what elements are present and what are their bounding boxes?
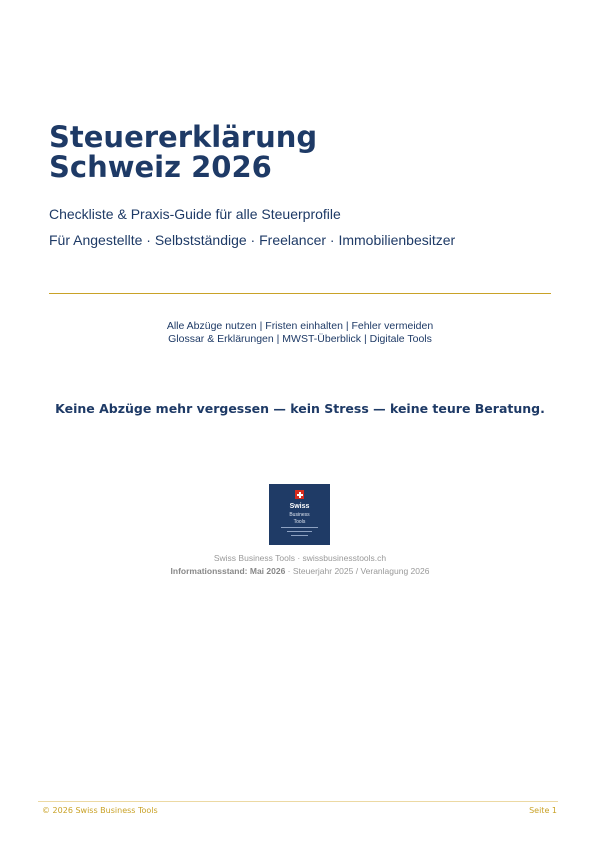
- subtitle: Checkliste & Praxis-Guide für alle Steuerprofile: [49, 206, 341, 222]
- logo: [269, 484, 330, 545]
- logo-line-3: Tools: [293, 519, 306, 525]
- info-label: Informationsstand: Mai 2026: [170, 566, 286, 576]
- features-line-1: Alle Abzüge nutzen | Fristen einhalten | Fehler vermeiden: [166, 320, 434, 332]
- document-title: [49, 122, 317, 182]
- swiss-flag-icon: [295, 490, 304, 499]
- info-line: [0, 566, 600, 576]
- features-line-2: Glossar & Erklärungen | MWST-Überblick | Digitale Tools: [168, 333, 432, 345]
- page-number: Seite 1: [529, 806, 557, 815]
- title-line-1: Steuererklärung: [49, 120, 318, 154]
- gold-divider: [49, 293, 551, 294]
- logo-line-2: Business: [289, 512, 310, 518]
- logo-small-text-line: [287, 531, 312, 532]
- title-line-2: Schweiz 2026: [49, 150, 272, 184]
- logo-line-1: Swiss: [289, 503, 310, 510]
- footer-copyright: © 2026 Swiss Business Tools: [42, 806, 158, 815]
- footer-divider: [38, 801, 558, 802]
- audience-line: Für Angestellte · Selbstständige · Freelancer · Immobilienbesitzer: [49, 232, 456, 248]
- info-rest: · Steuerjahr 2025 / Veranlagung 2026: [285, 566, 430, 576]
- logo-small-text-line: [291, 535, 308, 536]
- slogan: Keine Abzüge mehr vergessen — kein Stress — keine teure Beratung.: [55, 401, 545, 416]
- source-line: Swiss Business Tools · swissbusinesstools.ch: [213, 553, 387, 563]
- feature-list: [0, 320, 600, 346]
- logo-divider: [281, 527, 318, 528]
